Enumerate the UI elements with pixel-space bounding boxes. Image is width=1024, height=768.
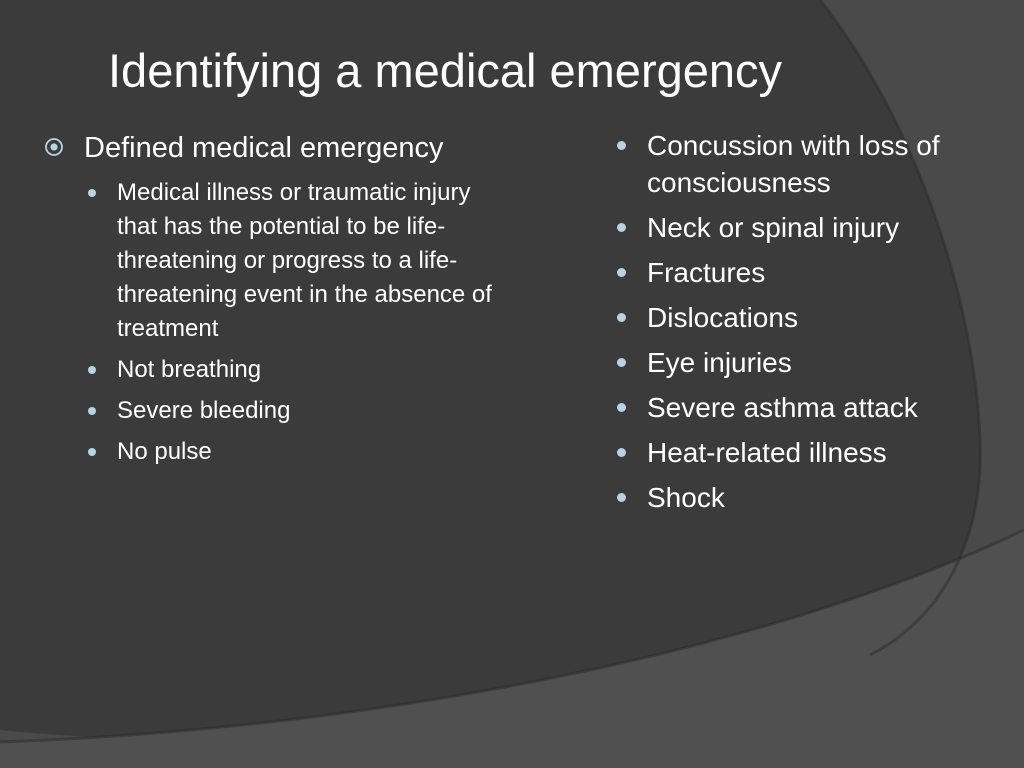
- right-list: [612, 127, 1012, 516]
- dot-icon: [612, 127, 647, 164]
- level1-item: [44, 128, 514, 168]
- list-item-text: Heat-related illness: [647, 437, 887, 468]
- dot-icon: [85, 176, 117, 210]
- list-item-text: Medical illness or traumatic injury that has the potential to be life-threatening or progress to a life-threatening event in the absence of treatment: [117, 179, 492, 342]
- circled-dot-icon: [44, 128, 84, 162]
- slide-title: Identifying a medical emergency: [108, 44, 783, 97]
- left-column: [44, 128, 514, 476]
- list-item: [612, 254, 1012, 291]
- list-item-text: Concussion with loss of consciousness: [647, 130, 940, 198]
- list-item-text: Fractures: [647, 257, 766, 288]
- list-item-text: Neck or spinal injury: [647, 212, 900, 243]
- list-item-text: Severe bleeding: [117, 397, 291, 424]
- dot-icon: [612, 299, 647, 336]
- dot-icon: [612, 344, 647, 381]
- list-item: [612, 344, 1012, 381]
- dot-icon: [85, 353, 117, 387]
- list-item-text: Severe asthma attack: [647, 392, 918, 423]
- right-column: [612, 127, 1012, 524]
- dot-icon: [612, 434, 647, 471]
- dot-icon: [612, 389, 647, 426]
- list-item: [85, 394, 514, 428]
- list-item-text: Not breathing: [117, 356, 262, 383]
- defined-emergency-heading: Defined medical emergency: [84, 132, 444, 164]
- dot-icon: [85, 435, 117, 469]
- list-item-text: Eye injuries: [647, 347, 792, 378]
- dot-icon: [85, 394, 117, 428]
- list-item: [612, 209, 1012, 246]
- list-item-text: Shock: [647, 482, 725, 513]
- dot-icon: [612, 209, 647, 246]
- list-item-text: Dislocations: [647, 302, 798, 333]
- dot-icon: [612, 479, 647, 516]
- list-item: [612, 127, 1012, 201]
- list-item-text: No pulse: [117, 438, 212, 465]
- list-item: [612, 479, 1012, 516]
- list-item: [612, 389, 1012, 426]
- list-item: [612, 299, 1012, 336]
- list-item: [85, 435, 514, 469]
- list-item: [612, 434, 1012, 471]
- list-item: [85, 353, 514, 387]
- list-item: [85, 176, 514, 346]
- dot-icon: [612, 254, 647, 291]
- left-sub-list: [85, 176, 514, 469]
